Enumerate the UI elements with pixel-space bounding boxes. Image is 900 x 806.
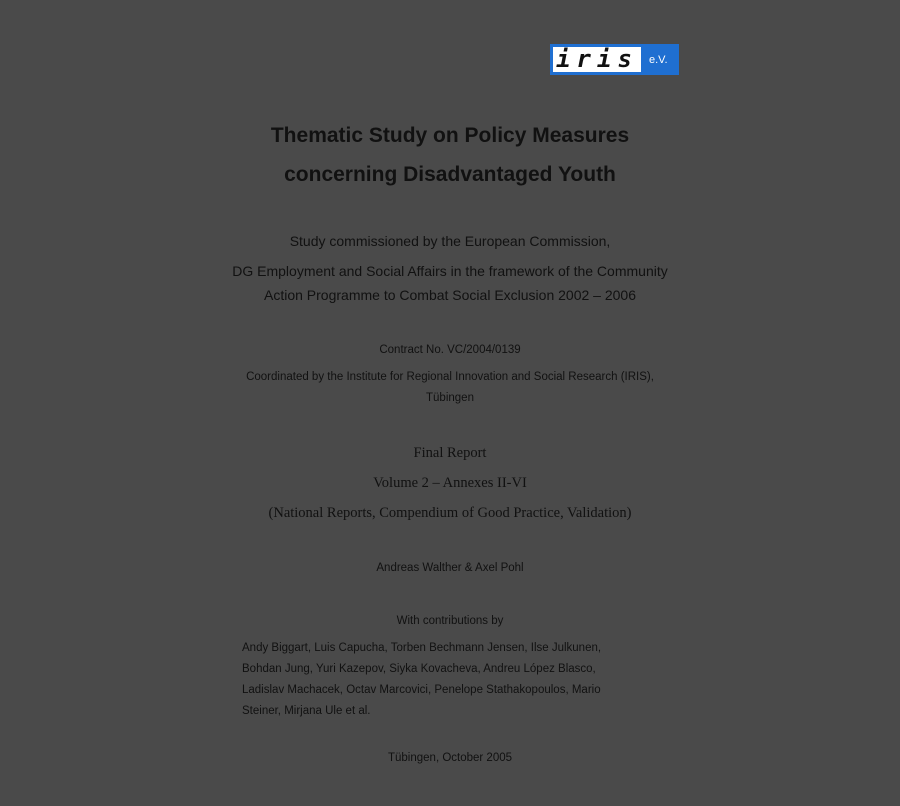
iris-logo	[550, 44, 679, 75]
report-line-1: Final Report	[413, 445, 487, 461]
iris-logo-suffix: e.V.	[649, 53, 668, 66]
coordinated-line-1: Coordinated by the Institute for Regional Innovation and Social Research (IRIS),	[246, 371, 654, 383]
commission-line-3: Action Programme to Combat Social Exclusion 2002 – 2006	[264, 287, 636, 303]
contract-number: Contract No. VC/2004/0139	[379, 344, 521, 356]
contributors-line: Bohdan Jung, Yuri Kazepov, Siyka Kovacheva, Andreu López Blasco,	[242, 663, 596, 675]
contributions-heading: With contributions by	[396, 615, 504, 627]
place-date: Tübingen, October 2005	[387, 752, 513, 764]
authors: Andreas Walther & Axel Pohl	[376, 562, 524, 574]
commission-line-1: Study commissioned by the European Commission,	[289, 233, 611, 249]
coordinated-line-2: Tübingen	[426, 392, 474, 404]
contributors-line: Steiner, Mirjana Ule et al.	[242, 705, 371, 717]
title-line-1: Thematic Study on Policy Measures	[270, 124, 630, 147]
title-line-2: concerning Disadvantaged Youth	[284, 163, 616, 186]
report-line-3: (National Reports, Compendium of Good Practice, Validation)	[268, 505, 632, 521]
report-line-2: Volume 2 – Annexes II-VI	[373, 475, 527, 491]
contributors-line: Andy Biggart, Luis Capucha, Torben Bechmann Jensen, Ilse Julkunen,	[242, 642, 602, 654]
iris-logo-text: iris	[553, 47, 641, 72]
contributors-line: Ladislav Machacek, Octav Marcovici, Penelope Stathakopoulos, Mario	[242, 684, 601, 696]
commission-line-2: DG Employment and Social Affairs in the framework of the Community	[232, 263, 668, 279]
